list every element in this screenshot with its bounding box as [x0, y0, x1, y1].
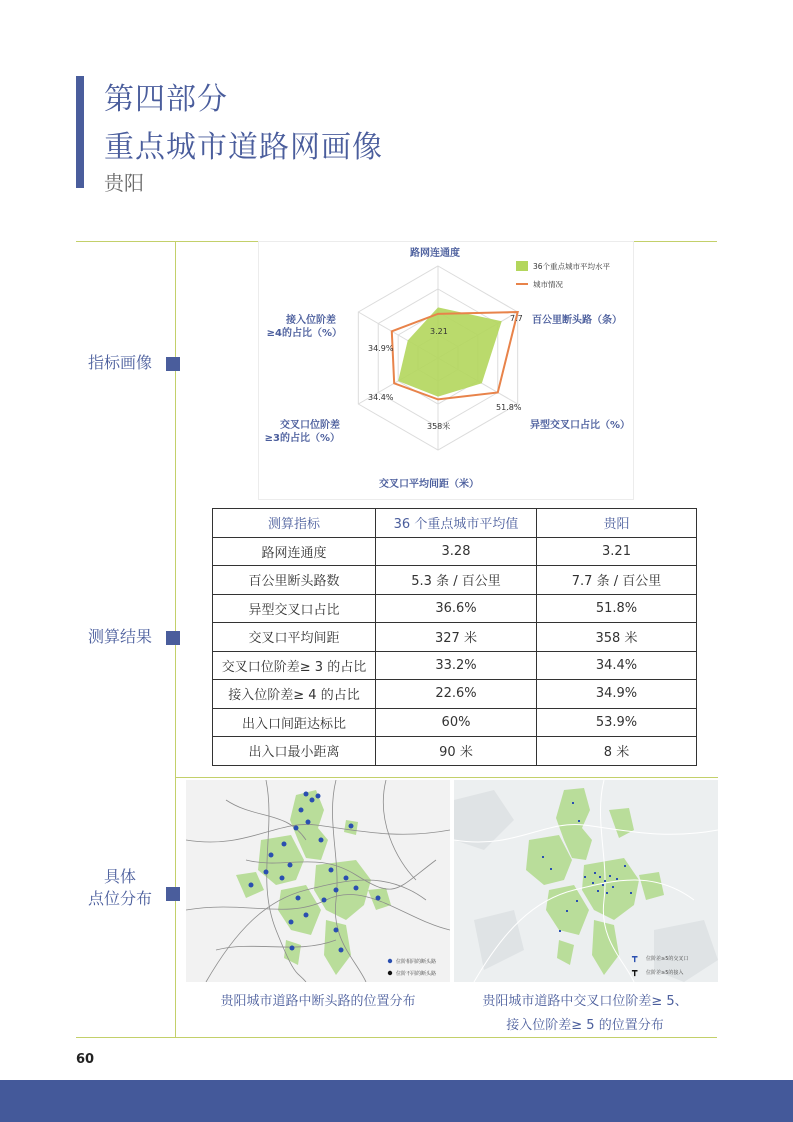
table-cell: 3.21	[537, 537, 697, 566]
table-cell: 34.4%	[537, 651, 697, 680]
title-accent-bar	[76, 76, 84, 188]
radar-value-label: 3.21	[430, 327, 448, 336]
legend-swatch-average	[516, 261, 528, 271]
legend-label-city: 城市情况	[533, 280, 563, 289]
map-dead-end-roads-svg	[186, 780, 450, 982]
table-cell: 5.3 条 / 百公里	[376, 566, 537, 595]
table-cell: 33.2%	[376, 651, 537, 680]
table-cell: 36.6%	[376, 594, 537, 623]
table-cell: 327 米	[376, 623, 537, 652]
table-cell: 22.6%	[376, 680, 537, 709]
table-cell: 34.9%	[537, 680, 697, 709]
section-label-results: 测算结果	[87, 627, 152, 646]
table-row	[213, 566, 697, 595]
radar-axis-label-bottom: 交叉口平均间距（米）	[379, 479, 479, 490]
map-legend-marker-intersection: ┳	[632, 953, 638, 963]
table-cell: 接入位阶差≥ 4 的占比	[213, 680, 376, 709]
table-cell: 3.28	[376, 537, 537, 566]
radar-value-label: 358米	[427, 422, 451, 431]
caption-right-line1: 贵阳城市道路中交叉口位阶差≥ 5、	[482, 994, 688, 1009]
map-legend-marker-different	[388, 971, 392, 975]
table-row	[213, 594, 697, 623]
legend-label-average: 36个重点城市平均水平	[533, 262, 611, 271]
radar-value-label: 34.4%	[368, 393, 394, 402]
radar-axis-label-lower-left-1: 交叉口位阶差	[280, 420, 340, 431]
table-cell: 出入口最小距离	[213, 737, 376, 766]
table-cell: 53.9%	[537, 708, 697, 737]
table-cell: 交叉口位阶差≥ 3 的占比	[213, 651, 376, 680]
radar-axis-label-upper-right: 百公里断头路（条）	[532, 315, 622, 326]
section-label-distribution-line2: 点位分布	[87, 889, 152, 908]
map-rank-difference	[454, 780, 718, 982]
table-cell: 路网连通度	[213, 537, 376, 566]
map-legend-label: 位阶差≥5的接入	[646, 970, 684, 976]
table-cell: 90 米	[376, 737, 537, 766]
radar-axis-label-lower-left-2: ≥3的占比（%）	[264, 433, 340, 444]
map-legend-label: 位阶相同的断头路	[396, 959, 437, 965]
table-cell: 8 米	[537, 737, 697, 766]
section-label-profile: 指标画像	[87, 353, 152, 372]
table-cell: 51.8%	[537, 594, 697, 623]
radar-chart	[258, 241, 634, 500]
table-row	[213, 737, 697, 766]
table-cell: 358 米	[537, 623, 697, 652]
table-row	[213, 680, 697, 709]
table-cell: 交叉口平均间距	[213, 623, 376, 652]
map-legend-label: 位阶不同的断头路	[396, 971, 437, 977]
radar-axis-label-upper-left-2: ≥4的占比（%）	[266, 328, 342, 339]
city-subtitle: 贵阳	[104, 171, 144, 195]
table-cell: 60%	[376, 708, 537, 737]
section-marker-results	[166, 631, 180, 645]
map-legend-label: 位阶差≥5的交叉口	[646, 956, 689, 962]
mid-rule	[175, 777, 718, 778]
radar-value-label: 7.7	[510, 314, 523, 323]
radar-axis-label-top: 路网连通度	[410, 248, 460, 259]
radar-value-label: 51.8%	[496, 403, 522, 412]
map-legend-marker-same	[388, 959, 392, 963]
caption-right-line2: 接入位阶差≥ 5 的位置分布	[506, 1018, 664, 1033]
table-cell: 7.7 条 / 百公里	[537, 566, 697, 595]
table-header-cell: 贵阳	[537, 509, 697, 538]
page-number: 60	[76, 1052, 95, 1067]
table-header-cell: 36 个重点城市平均值	[376, 509, 537, 538]
table-cell: 异型交叉口占比	[213, 594, 376, 623]
section-label-distribution	[80, 866, 160, 910]
map-legend-marker-access: ┳	[632, 967, 638, 977]
section-label-distribution-line1: 具体	[103, 867, 136, 886]
radar-axis-label-lower-right: 异型交叉口占比（%）	[530, 420, 631, 431]
table-header-row	[213, 509, 697, 538]
radar-value-label: 34.9%	[368, 344, 394, 353]
table-cell: 百公里断头路数	[213, 566, 376, 595]
map-rank-difference-svg	[454, 780, 718, 982]
caption-right	[440, 990, 730, 1038]
section-marker-profile	[166, 357, 180, 371]
table-row	[213, 537, 697, 566]
table-row	[213, 651, 697, 680]
table-row	[213, 708, 697, 737]
footer-band	[0, 1080, 793, 1122]
caption-left: 贵阳城市道路中断头路的位置分布	[220, 994, 416, 1009]
table-row	[213, 623, 697, 652]
radar-chart-svg	[258, 241, 634, 500]
radar-axis-label-upper-left-1: 接入位阶差	[286, 315, 336, 326]
page-title: 重点城市道路网画像	[104, 130, 383, 165]
section-marker-distribution	[166, 887, 180, 901]
part-heading: 第四部分	[104, 82, 228, 117]
table-header-cell: 测算指标	[213, 509, 376, 538]
table-cell: 出入口间距达标比	[213, 708, 376, 737]
map-dead-end-roads	[186, 780, 450, 982]
results-table	[212, 508, 697, 766]
